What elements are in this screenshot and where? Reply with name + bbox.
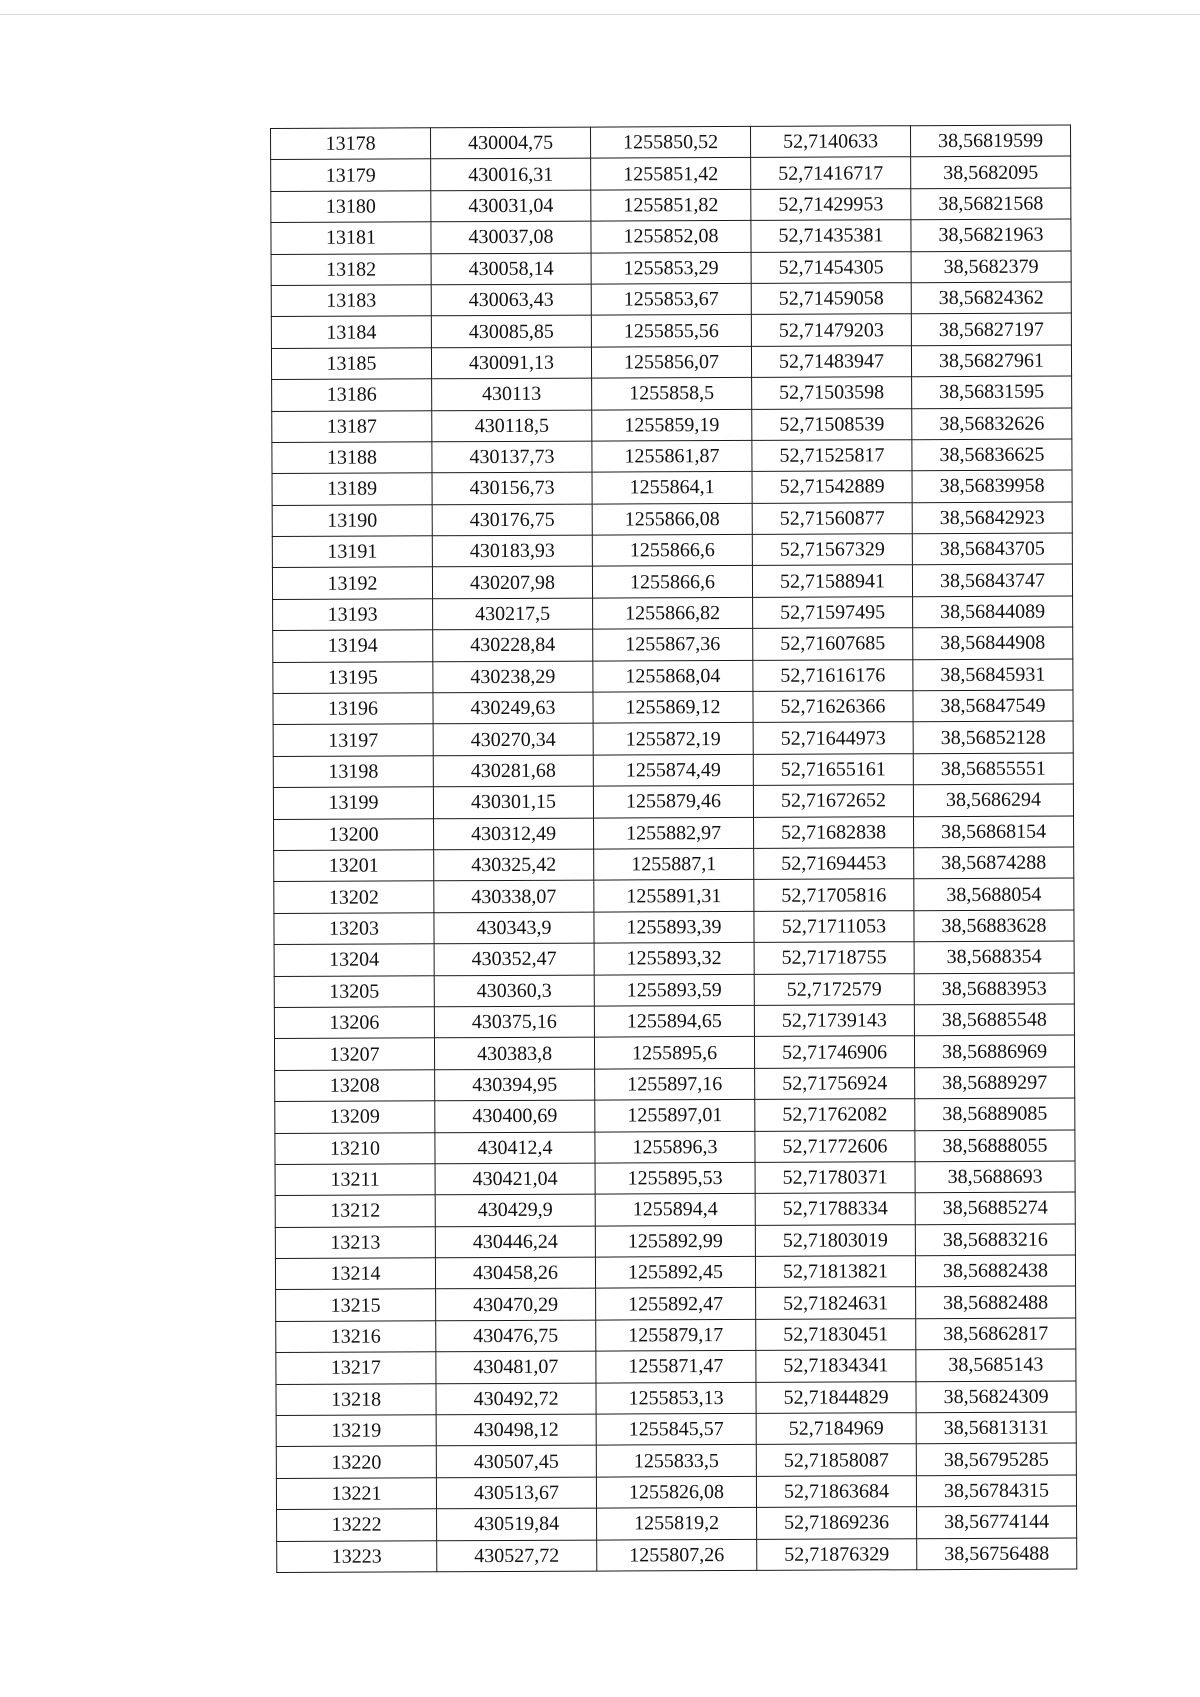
y-coordinate-cell: 1255882,97 (594, 817, 754, 849)
y-coordinate-cell: 1255893,59 (594, 974, 754, 1006)
latitude-cell: 52,71844829 (756, 1381, 916, 1413)
latitude-cell: 52,71694453 (754, 848, 914, 880)
point-number-cell: 13189 (272, 473, 432, 505)
x-coordinate-cell: 430217,5 (433, 598, 593, 630)
x-coordinate-cell: 430519,84 (437, 1508, 597, 1540)
latitude-cell: 52,71711053 (754, 910, 914, 942)
latitude-cell: 52,71739143 (754, 1005, 914, 1037)
longitude-cell: 38,56888055 (915, 1129, 1075, 1161)
longitude-cell: 38,56889085 (915, 1098, 1075, 1130)
table-row (272, 376, 1072, 411)
table-row (273, 721, 1073, 756)
y-coordinate-cell: 1255892,45 (595, 1256, 755, 1288)
latitude-cell: 52,71869236 (757, 1507, 917, 1539)
table-row (274, 1035, 1074, 1070)
longitude-cell: 38,56862817 (916, 1318, 1076, 1350)
longitude-cell: 38,56845931 (913, 659, 1073, 691)
longitude-cell: 38,56885548 (914, 1004, 1074, 1036)
x-coordinate-cell: 430412,4 (435, 1132, 595, 1164)
x-coordinate-cell: 430113 (432, 378, 592, 410)
y-coordinate-cell: 1255893,39 (594, 911, 754, 943)
latitude-cell: 52,71454305 (751, 251, 911, 283)
y-coordinate-cell: 1255895,53 (595, 1162, 755, 1194)
x-coordinate-cell: 430063,43 (431, 284, 591, 316)
table-row (274, 816, 1074, 851)
x-coordinate-cell: 430037,08 (431, 221, 591, 253)
point-number-cell: 13185 (271, 348, 431, 380)
longitude-cell: 38,5688354 (914, 941, 1074, 973)
y-coordinate-cell: 1255895,6 (594, 1037, 754, 1069)
point-number-cell: 13193 (273, 599, 433, 631)
latitude-cell: 52,71503598 (752, 377, 912, 409)
point-number-cell: 13205 (274, 975, 434, 1007)
y-coordinate-cell: 1255871,47 (596, 1351, 756, 1383)
y-coordinate-cell: 1255858,5 (592, 378, 752, 410)
latitude-cell: 52,71830451 (756, 1319, 916, 1351)
x-coordinate-cell: 430383,8 (434, 1037, 594, 1069)
y-coordinate-cell: 1255874,49 (593, 754, 753, 786)
point-number-cell: 13196 (273, 693, 433, 725)
table-row (271, 282, 1071, 317)
latitude-cell: 52,71483947 (751, 345, 911, 377)
point-number-cell: 13222 (277, 1509, 437, 1541)
x-coordinate-cell: 430446,24 (435, 1226, 595, 1258)
point-number-cell: 13211 (275, 1164, 435, 1196)
x-coordinate-cell: 430375,16 (434, 1006, 594, 1038)
x-coordinate-cell: 430421,04 (435, 1163, 595, 1195)
table-row (273, 596, 1073, 631)
y-coordinate-cell: 1255859,19 (592, 409, 752, 441)
x-coordinate-cell: 430498,12 (436, 1414, 596, 1446)
table-row (271, 345, 1071, 380)
latitude-cell: 52,71858087 (756, 1444, 916, 1476)
latitude-cell: 52,71824631 (756, 1287, 916, 1319)
x-coordinate-cell: 430527,72 (437, 1540, 597, 1572)
point-number-cell: 13212 (275, 1195, 435, 1227)
latitude-cell: 52,7140633 (750, 126, 910, 158)
x-coordinate-cell: 430228,84 (433, 629, 593, 661)
longitude-cell: 38,56843747 (912, 564, 1072, 596)
point-number-cell: 13184 (271, 316, 431, 348)
table-row (272, 564, 1072, 599)
x-coordinate-cell: 430360,3 (434, 975, 594, 1007)
scan-top-edge (0, 14, 1200, 15)
latitude-cell: 52,71508539 (752, 408, 912, 440)
table-row (275, 1255, 1075, 1290)
latitude-cell: 52,71756924 (755, 1067, 915, 1099)
table-row (276, 1475, 1076, 1510)
table-row (275, 1192, 1075, 1227)
y-coordinate-cell: 1255833,5 (596, 1445, 756, 1477)
longitude-cell: 38,56874288 (914, 847, 1074, 879)
latitude-cell: 52,71718755 (754, 942, 914, 974)
latitude-cell: 52,71813821 (755, 1256, 915, 1288)
longitude-cell: 38,56821963 (911, 219, 1071, 251)
latitude-cell: 52,71672652 (753, 785, 913, 817)
point-number-cell: 13221 (276, 1478, 436, 1510)
table-row (277, 1538, 1077, 1573)
table-row (271, 251, 1071, 286)
point-number-cell: 13210 (275, 1132, 435, 1164)
latitude-cell: 52,71479203 (751, 314, 911, 346)
table-row (275, 1161, 1075, 1196)
point-number-cell: 13197 (273, 724, 433, 756)
y-coordinate-cell: 1255856,07 (591, 346, 751, 378)
latitude-cell: 52,71746906 (754, 1036, 914, 1068)
longitude-cell: 38,5685143 (916, 1349, 1076, 1381)
table-row (274, 941, 1074, 976)
point-number-cell: 13223 (277, 1540, 437, 1572)
longitude-cell: 38,56819599 (910, 125, 1070, 157)
longitude-cell: 38,56852128 (913, 721, 1073, 753)
point-number-cell: 13179 (271, 159, 431, 191)
table-row (276, 1381, 1076, 1416)
latitude-cell: 52,71762082 (755, 1099, 915, 1131)
y-coordinate-cell: 1255866,08 (592, 503, 752, 535)
point-number-cell: 13216 (276, 1321, 436, 1353)
y-coordinate-cell: 1255869,12 (593, 691, 753, 723)
latitude-cell: 52,71780371 (755, 1162, 915, 1194)
latitude-cell: 52,71682838 (754, 816, 914, 848)
latitude-cell: 52,71644973 (753, 722, 913, 754)
longitude-cell: 38,56795285 (916, 1443, 1076, 1475)
point-number-cell: 13215 (276, 1289, 436, 1321)
y-coordinate-cell: 1255864,1 (592, 472, 752, 504)
latitude-cell: 52,71525817 (752, 440, 912, 472)
y-coordinate-cell: 1255896,3 (595, 1131, 755, 1163)
x-coordinate-cell: 430481,07 (436, 1351, 596, 1383)
table-row (272, 439, 1072, 474)
x-coordinate-cell: 430507,45 (436, 1445, 596, 1477)
longitude-cell: 38,56813131 (916, 1412, 1076, 1444)
longitude-cell: 38,56868154 (914, 816, 1074, 848)
y-coordinate-cell: 1255892,99 (595, 1225, 755, 1257)
longitude-cell: 38,56883628 (914, 910, 1074, 942)
latitude-cell: 52,71876329 (757, 1538, 917, 1570)
y-coordinate-cell: 1255891,31 (594, 880, 754, 912)
longitude-cell: 38,56882438 (915, 1255, 1075, 1287)
latitude-cell: 52,71607685 (753, 628, 913, 660)
latitude-cell: 52,71705816 (754, 879, 914, 911)
y-coordinate-cell: 1255853,67 (591, 283, 751, 315)
y-coordinate-cell: 1255897,01 (595, 1100, 755, 1132)
y-coordinate-cell: 1255879,17 (596, 1319, 756, 1351)
x-coordinate-cell: 430400,69 (435, 1100, 595, 1132)
point-number-cell: 13198 (273, 756, 433, 788)
x-coordinate-cell: 430156,73 (432, 472, 592, 504)
y-coordinate-cell: 1255893,32 (594, 943, 754, 975)
x-coordinate-cell: 430031,04 (431, 190, 591, 222)
x-coordinate-cell: 430343,9 (434, 912, 594, 944)
table-row (274, 878, 1074, 913)
table-row (273, 627, 1073, 662)
longitude-cell: 38,56839958 (912, 470, 1072, 502)
x-coordinate-cell: 430470,29 (436, 1289, 596, 1321)
y-coordinate-cell: 1255866,6 (592, 534, 752, 566)
x-coordinate-cell: 430091,13 (431, 347, 591, 379)
longitude-cell: 38,56821568 (911, 188, 1071, 220)
table-row (276, 1412, 1076, 1447)
latitude-cell: 52,71834341 (756, 1350, 916, 1382)
longitude-cell: 38,56824309 (916, 1381, 1076, 1413)
x-coordinate-cell: 430238,29 (433, 661, 593, 693)
y-coordinate-cell: 1255892,47 (596, 1288, 756, 1320)
point-number-cell: 13219 (276, 1415, 436, 1447)
y-coordinate-cell: 1255851,82 (591, 189, 751, 221)
x-coordinate-cell: 430325,42 (434, 849, 594, 881)
table-row (271, 125, 1071, 160)
x-coordinate-cell: 430207,98 (432, 567, 592, 599)
longitude-cell: 38,56885274 (915, 1192, 1075, 1224)
table-row (275, 1098, 1075, 1133)
latitude-cell: 52,71788334 (755, 1193, 915, 1225)
x-coordinate-cell: 430004,75 (431, 127, 591, 159)
point-number-cell: 13183 (271, 285, 431, 317)
x-coordinate-cell: 430176,75 (432, 504, 592, 536)
table-row (274, 910, 1074, 945)
longitude-cell: 38,56883953 (914, 973, 1074, 1005)
x-coordinate-cell: 430312,49 (434, 818, 594, 850)
point-number-cell: 13195 (273, 661, 433, 693)
y-coordinate-cell: 1255867,36 (593, 629, 753, 661)
y-coordinate-cell: 1255850,52 (590, 126, 750, 158)
latitude-cell: 52,71616176 (753, 659, 913, 691)
longitude-cell: 38,56836625 (912, 439, 1072, 471)
point-number-cell: 13208 (275, 1070, 435, 1102)
x-coordinate-cell: 430270,34 (433, 724, 593, 756)
longitude-cell: 38,56844908 (913, 627, 1073, 659)
y-coordinate-cell: 1255826,08 (596, 1476, 756, 1508)
x-coordinate-cell: 430301,15 (433, 786, 593, 818)
longitude-cell: 38,5686294 (913, 784, 1073, 816)
longitude-cell: 38,56831595 (912, 376, 1072, 408)
table-row (276, 1318, 1076, 1353)
y-coordinate-cell: 1255861,87 (592, 440, 752, 472)
point-number-cell: 13190 (272, 504, 432, 536)
x-coordinate-cell: 430118,5 (432, 410, 592, 442)
point-number-cell: 13181 (271, 222, 431, 254)
x-coordinate-cell: 430492,72 (436, 1383, 596, 1415)
table-row (274, 847, 1074, 882)
longitude-cell: 38,5682095 (911, 156, 1071, 188)
latitude-cell: 52,71597495 (753, 597, 913, 629)
table-row (273, 690, 1073, 725)
latitude-cell: 52,71772606 (755, 1130, 915, 1162)
table-row (275, 1129, 1075, 1164)
longitude-cell: 38,56882488 (916, 1286, 1076, 1318)
longitude-cell: 38,56842923 (912, 502, 1072, 534)
longitude-cell: 38,5688693 (915, 1161, 1075, 1193)
y-coordinate-cell: 1255855,56 (591, 315, 751, 347)
table-row (276, 1349, 1076, 1384)
table-row (272, 470, 1072, 505)
table-row (277, 1506, 1077, 1541)
y-coordinate-cell: 1255853,29 (591, 252, 751, 284)
table-row (271, 156, 1071, 191)
point-number-cell: 13191 (272, 536, 432, 568)
point-number-cell: 13182 (271, 253, 431, 285)
x-coordinate-cell: 430016,31 (431, 158, 591, 190)
longitude-cell: 38,5682379 (911, 251, 1071, 283)
latitude-cell: 52,71560877 (752, 502, 912, 534)
x-coordinate-cell: 430352,47 (434, 943, 594, 975)
longitude-cell: 38,56889297 (915, 1067, 1075, 1099)
x-coordinate-cell: 430458,26 (435, 1257, 595, 1289)
x-coordinate-cell: 430338,07 (434, 880, 594, 912)
point-number-cell: 13188 (272, 442, 432, 474)
table-row (271, 219, 1071, 254)
longitude-cell: 38,56886969 (914, 1035, 1074, 1067)
latitude-cell: 52,71429953 (751, 188, 911, 220)
y-coordinate-cell: 1255852,08 (591, 221, 751, 253)
table-row (273, 784, 1073, 819)
longitude-cell: 38,56827961 (911, 345, 1071, 377)
point-number-cell: 13217 (276, 1352, 436, 1384)
latitude-cell: 52,71588941 (752, 565, 912, 597)
longitude-cell: 38,56774144 (917, 1506, 1077, 1538)
y-coordinate-cell: 1255897,16 (595, 1068, 755, 1100)
table-row (276, 1443, 1076, 1478)
point-number-cell: 13206 (274, 1007, 434, 1039)
point-number-cell: 13207 (274, 1038, 434, 1070)
x-coordinate-cell: 430183,93 (432, 535, 592, 567)
point-number-cell: 13194 (273, 630, 433, 662)
longitude-cell: 38,56827197 (911, 313, 1071, 345)
latitude-cell: 52,71459058 (751, 283, 911, 315)
y-coordinate-cell: 1255868,04 (593, 660, 753, 692)
point-number-cell: 13200 (274, 818, 434, 850)
y-coordinate-cell: 1255872,19 (593, 723, 753, 755)
table-row (274, 973, 1074, 1008)
latitude-cell: 52,71863684 (756, 1475, 916, 1507)
y-coordinate-cell: 1255819,2 (597, 1508, 757, 1540)
latitude-cell: 52,71435381 (751, 220, 911, 252)
point-number-cell: 13213 (275, 1226, 435, 1258)
longitude-cell: 38,56832626 (912, 408, 1072, 440)
point-number-cell: 13187 (272, 410, 432, 442)
coordinates-table (270, 125, 1077, 1573)
table-row (276, 1286, 1076, 1321)
y-coordinate-cell: 1255887,1 (594, 848, 754, 880)
longitude-cell: 38,5688054 (914, 878, 1074, 910)
point-number-cell: 13199 (273, 787, 433, 819)
table-row (272, 408, 1072, 443)
x-coordinate-cell: 430249,63 (433, 692, 593, 724)
x-coordinate-cell: 430476,75 (436, 1320, 596, 1352)
latitude-cell: 52,71567329 (752, 534, 912, 566)
x-coordinate-cell: 430085,85 (431, 315, 591, 347)
y-coordinate-cell: 1255851,42 (591, 158, 751, 190)
table-row (273, 659, 1073, 694)
x-coordinate-cell: 430058,14 (431, 253, 591, 285)
point-number-cell: 13218 (276, 1383, 436, 1415)
y-coordinate-cell: 1255807,26 (597, 1539, 757, 1571)
y-coordinate-cell: 1255866,6 (592, 566, 752, 598)
table-row (273, 753, 1073, 788)
x-coordinate-cell: 430281,68 (433, 755, 593, 787)
y-coordinate-cell: 1255894,4 (595, 1194, 755, 1226)
point-number-cell: 13214 (275, 1258, 435, 1290)
longitude-cell: 38,56883216 (915, 1224, 1075, 1256)
longitude-cell: 38,56855551 (913, 753, 1073, 785)
longitude-cell: 38,56784315 (916, 1475, 1076, 1507)
point-number-cell: 13209 (275, 1101, 435, 1133)
y-coordinate-cell: 1255894,65 (594, 1005, 754, 1037)
table-row (272, 502, 1072, 537)
longitude-cell: 38,56843705 (912, 533, 1072, 565)
coordinates-table-body (271, 125, 1077, 1572)
table-row (271, 313, 1071, 348)
point-number-cell: 13202 (274, 881, 434, 913)
longitude-cell: 38,56847549 (913, 690, 1073, 722)
x-coordinate-cell: 430137,73 (432, 441, 592, 473)
point-number-cell: 13186 (272, 379, 432, 411)
table-row (272, 533, 1072, 568)
point-number-cell: 13192 (272, 567, 432, 599)
y-coordinate-cell: 1255879,46 (593, 786, 753, 818)
table-row (274, 1004, 1074, 1039)
longitude-cell: 38,56824362 (911, 282, 1071, 314)
x-coordinate-cell: 430394,95 (435, 1069, 595, 1101)
latitude-cell: 52,7172579 (754, 973, 914, 1005)
table-row (271, 188, 1071, 223)
point-number-cell: 13203 (274, 913, 434, 945)
latitude-cell: 52,7184969 (756, 1413, 916, 1445)
latitude-cell: 52,71542889 (752, 471, 912, 503)
y-coordinate-cell: 1255866,82 (593, 597, 753, 629)
table-row (275, 1224, 1075, 1259)
latitude-cell: 52,71416717 (751, 157, 911, 189)
longitude-cell: 38,56756488 (917, 1538, 1077, 1570)
point-number-cell: 13220 (276, 1446, 436, 1478)
point-number-cell: 13201 (274, 850, 434, 882)
point-number-cell: 13178 (271, 128, 431, 160)
point-number-cell: 13180 (271, 191, 431, 223)
latitude-cell: 52,71626366 (753, 691, 913, 723)
y-coordinate-cell: 1255853,13 (596, 1382, 756, 1414)
y-coordinate-cell: 1255845,57 (596, 1413, 756, 1445)
x-coordinate-cell: 430429,9 (435, 1194, 595, 1226)
table-row (275, 1067, 1075, 1102)
point-number-cell: 13204 (274, 944, 434, 976)
x-coordinate-cell: 430513,67 (436, 1477, 596, 1509)
longitude-cell: 38,56844089 (913, 596, 1073, 628)
latitude-cell: 52,71655161 (753, 754, 913, 786)
latitude-cell: 52,71803019 (755, 1224, 915, 1256)
